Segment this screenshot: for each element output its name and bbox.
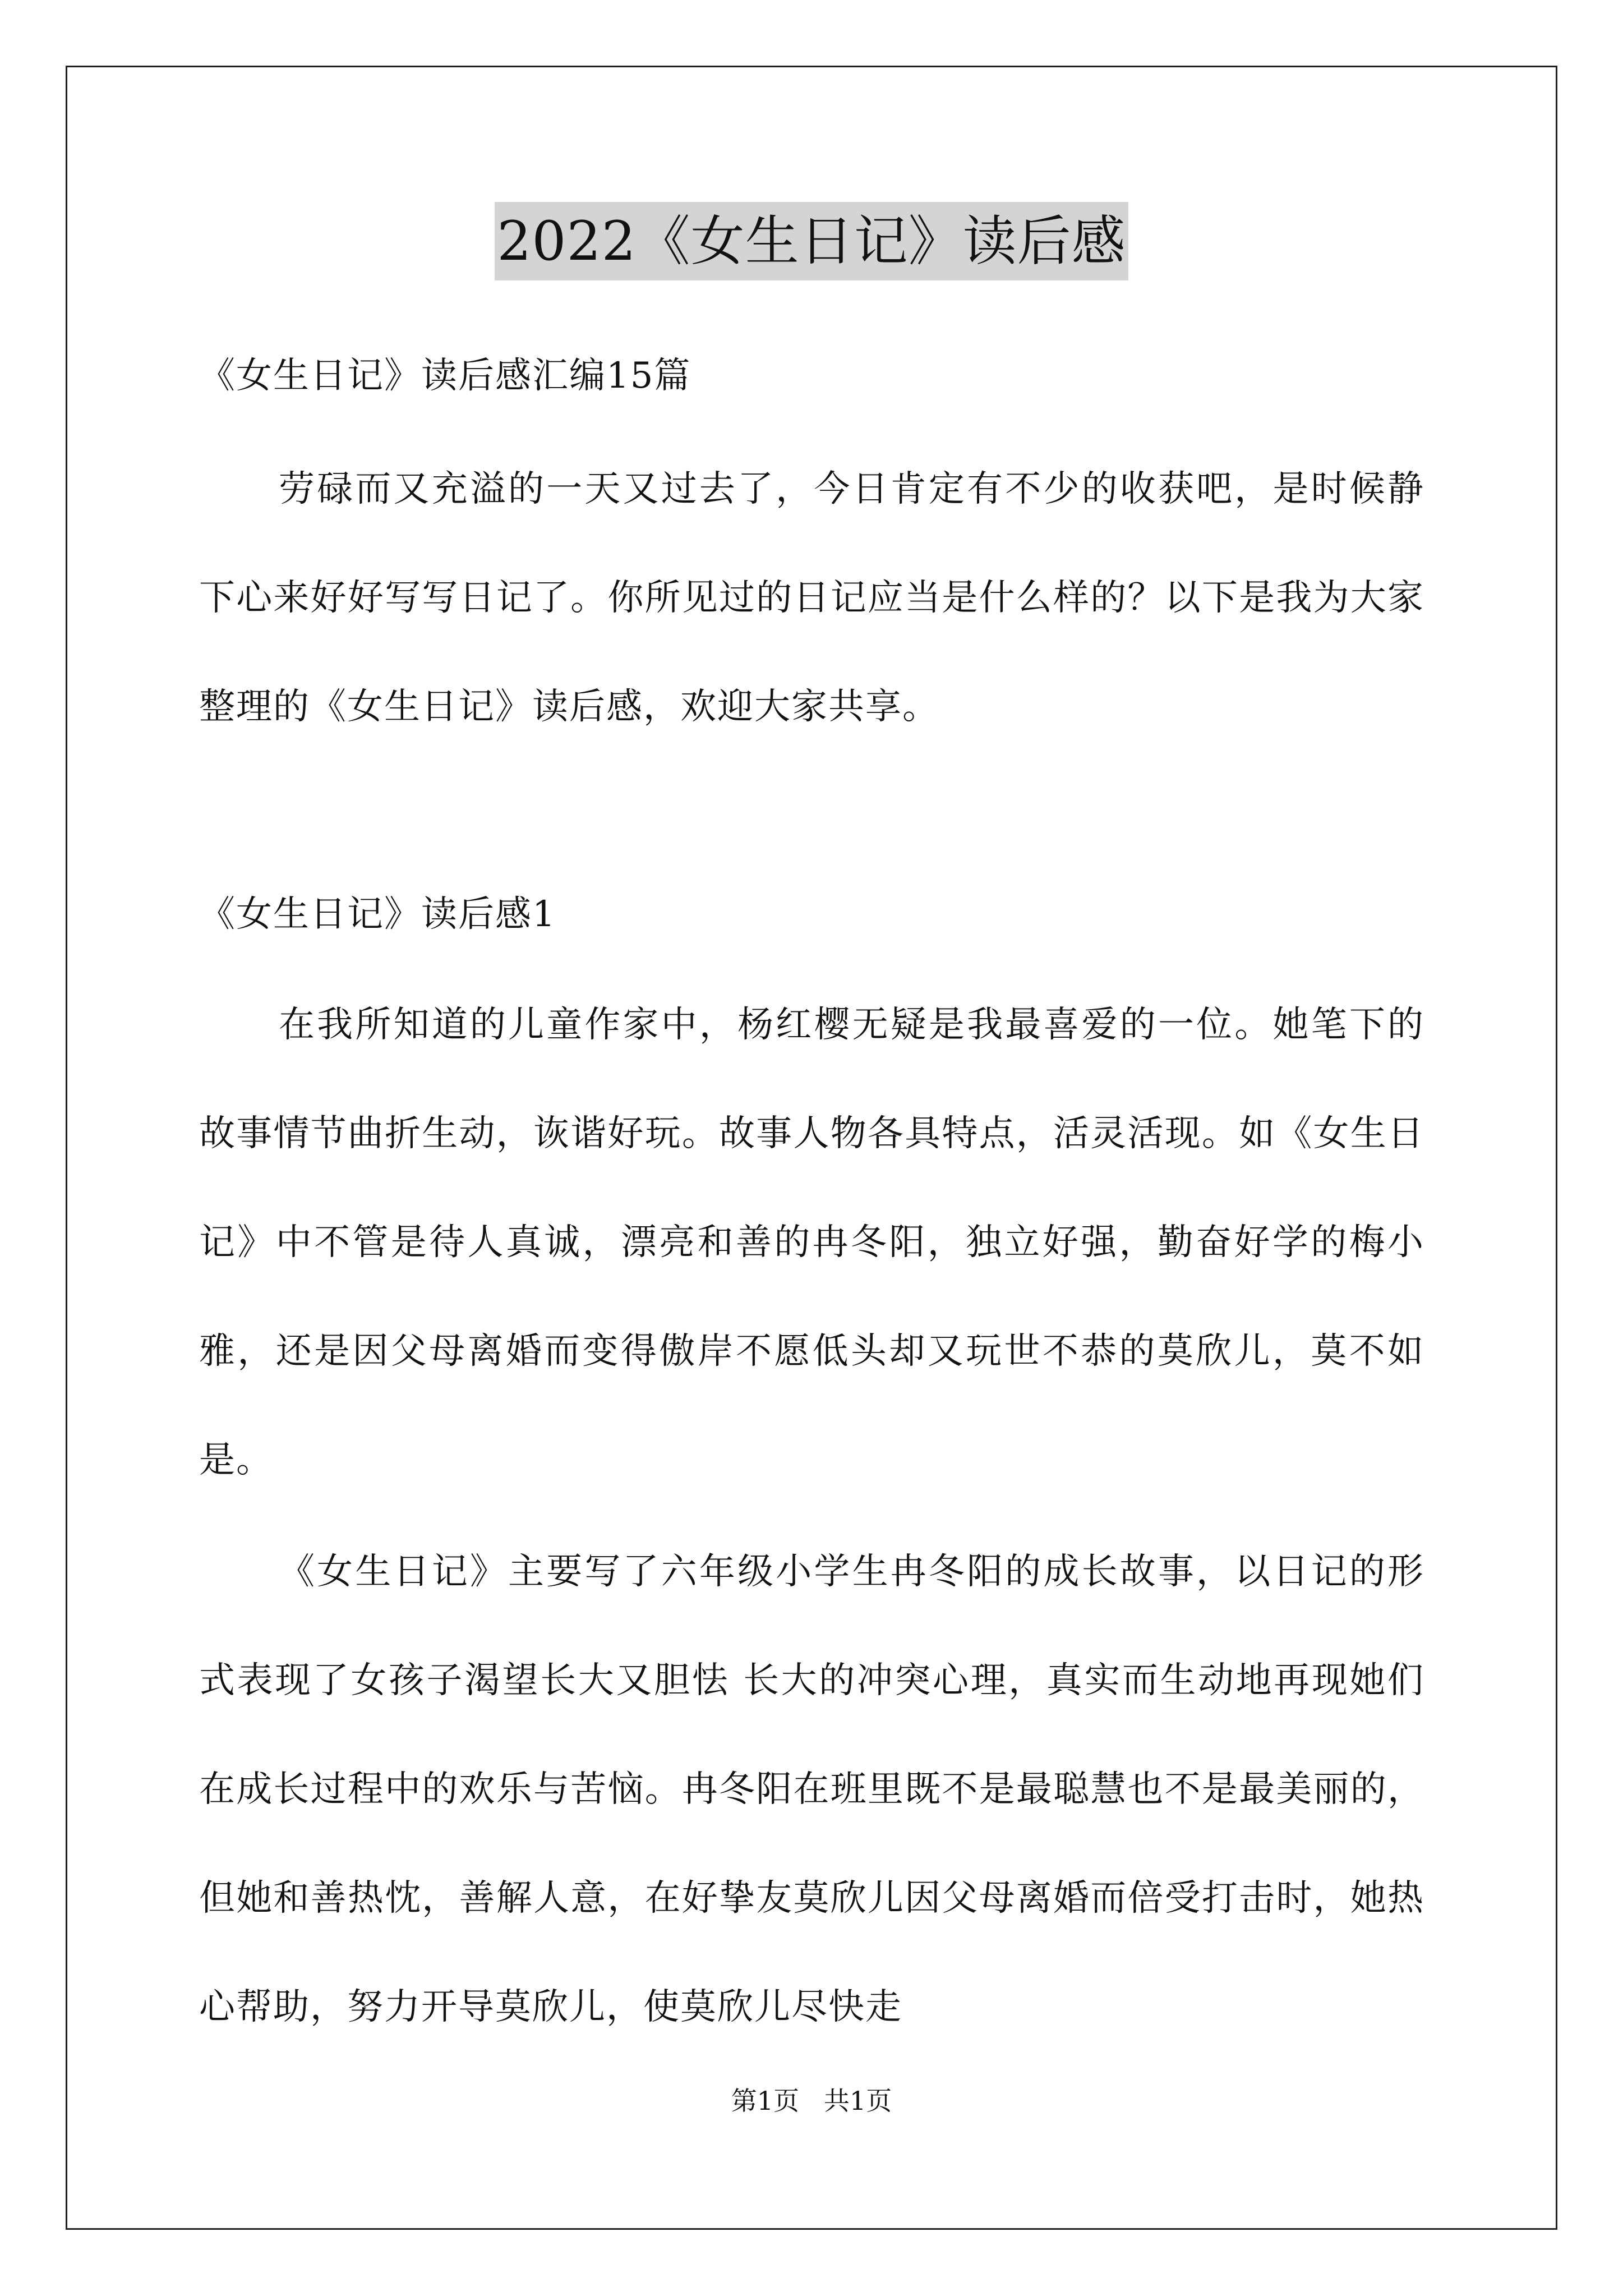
- document-title: 2022《女生日记》读后感: [495, 202, 1128, 280]
- intro-paragraph: 劳碌而又充溢的一天又过去了，今日肯定有不少的收获吧，是时候静下心来好好写写日记了。你所见过的日记应当是什么样的？以下是我为大家整理的《女生日记》读后感，欢迎大家共享。: [199, 468, 1424, 728]
- title-container: [0, 202, 1623, 280]
- body-paragraph-1: 在我所知道的儿童作家中，杨红樱无疑是我最喜爱的一位。她笔下的故事情节曲折生动，诙谐好玩。故事人物各具特点，活灵活现。如《女生日记》中不管是待人真诚，漂亮和善的冉冬阳，独立好强，勤奋好学的梅小雅，还是因父母离婚而变得傲岸不愿低头却又玩世不恭的莫欣儿，莫不如是。: [199, 1004, 1424, 1481]
- page-footer: 第1页 共1页: [731, 2086, 892, 2116]
- body-paragraph-2: 《女生日记》主要写了六年级小学生冉冬阳的成长故事，以日记的形式表现了女孩子渴望长大又胆怯 长大的冲突心理，真实而生动地再现她们在成长过程中的欢乐与苦恼。冉冬阳在班里既不是最聪慧也不是最美丽的，但她和善热忱，善解人意，在好挚友莫欣儿因父母离婚而倍受打击时，她热心帮助，努力开导莫欣儿，使莫欣儿尽快走: [199, 1551, 1424, 2028]
- section-heading: 《女生日记》读后感1: [199, 894, 556, 935]
- document-subtitle: 《女生日记》读后感汇编15篇: [199, 355, 691, 397]
